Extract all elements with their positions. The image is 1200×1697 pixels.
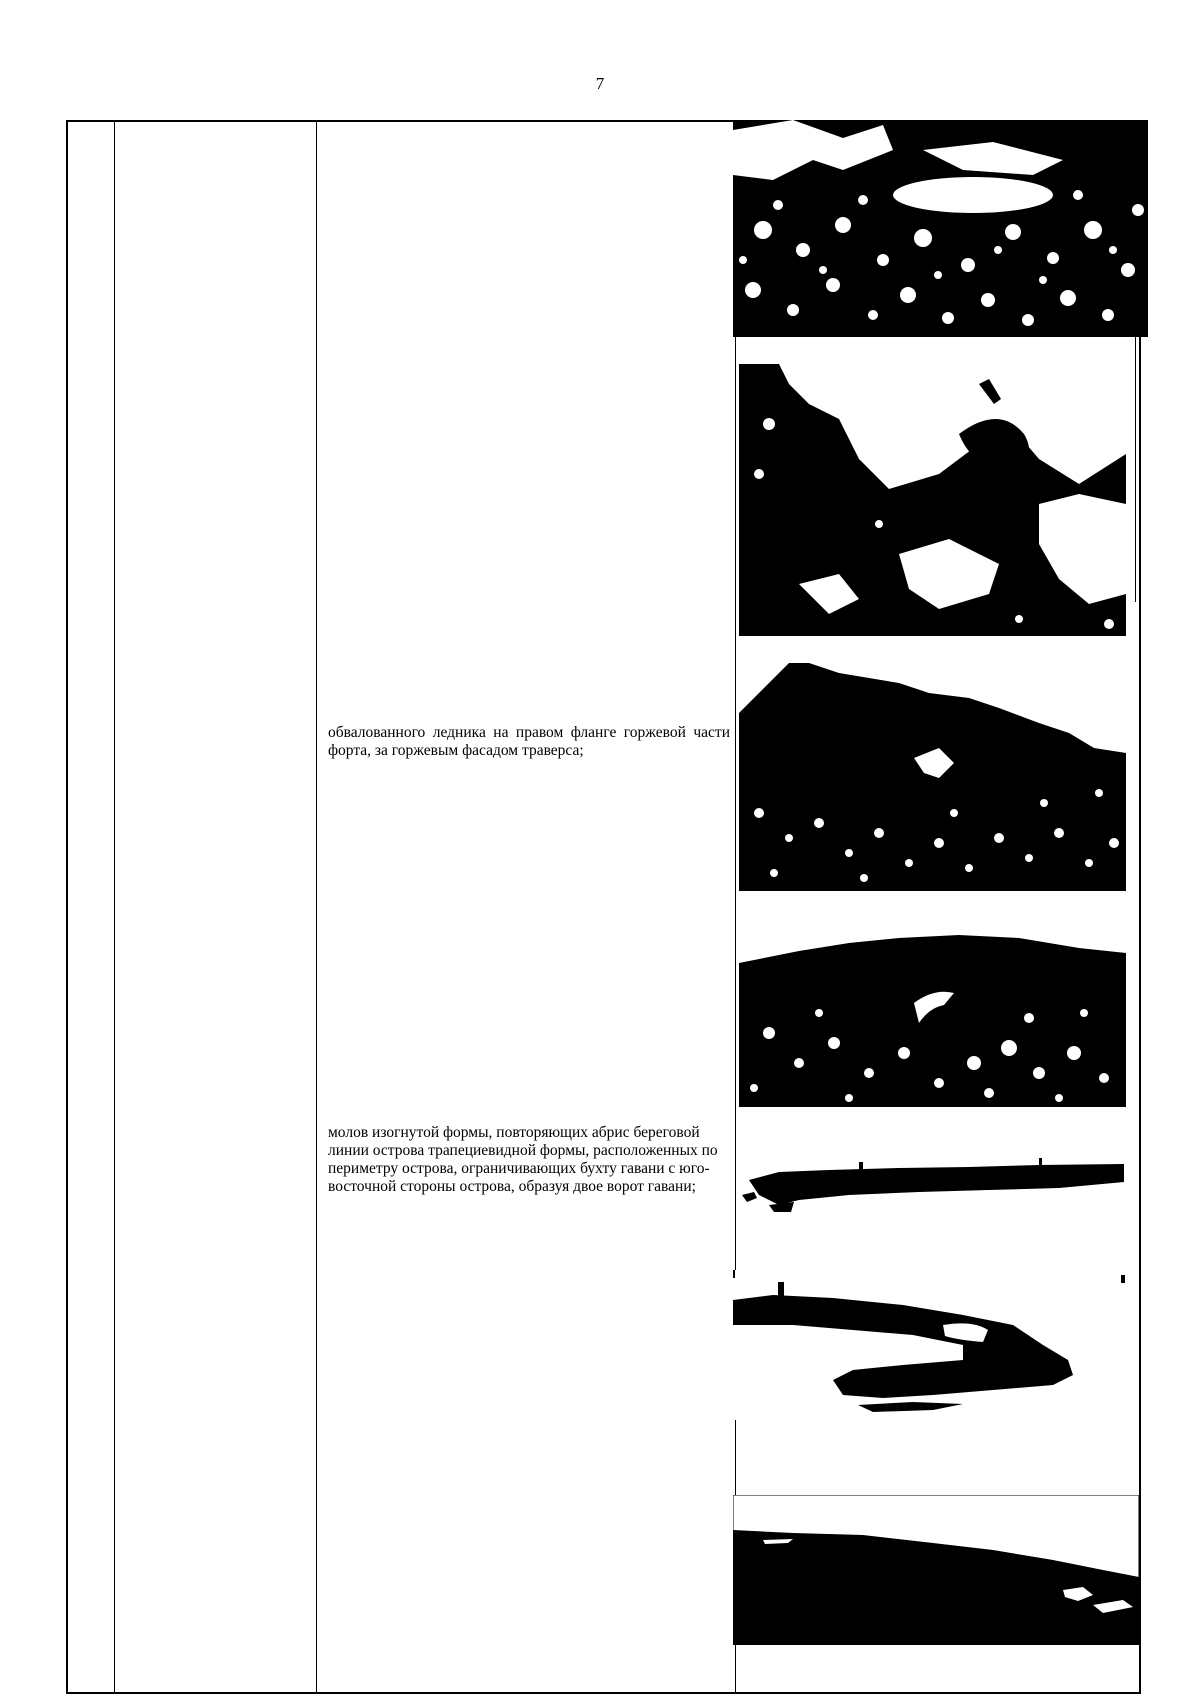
photo-breakwater-distant bbox=[739, 1150, 1126, 1220]
column-divider-2 bbox=[316, 122, 317, 1692]
table bbox=[66, 120, 1141, 1694]
page-number: 7 bbox=[595, 74, 605, 93]
paragraph-glacier: обвалованного ледника на правом фланге горжевой части форта, за горжевым фасадом траверса; bbox=[328, 724, 730, 759]
photo-divider-line bbox=[1135, 337, 1136, 602]
photo-breakwater-water-surface bbox=[733, 1495, 1139, 1645]
photo-stone-structure-with-trees bbox=[739, 364, 1126, 636]
photo-grassy-rampart bbox=[739, 913, 1126, 1107]
column-divider-3 bbox=[735, 122, 736, 1692]
photo-vegetation-mound bbox=[733, 120, 1148, 337]
photo-breakwater-curved-end bbox=[733, 1270, 1128, 1420]
column-divider-1 bbox=[114, 122, 115, 1692]
photo-overgrown-glacier-embankment bbox=[739, 663, 1126, 891]
paragraph-moles: молов изогнутой формы, повторяющих абрис береговой линии острова трапециевидной формы, расположенных по периметру острова, ограничивающих бухту гавани с юго-восточной стороны острова, образуя двое ворот гавани; bbox=[328, 1124, 718, 1195]
